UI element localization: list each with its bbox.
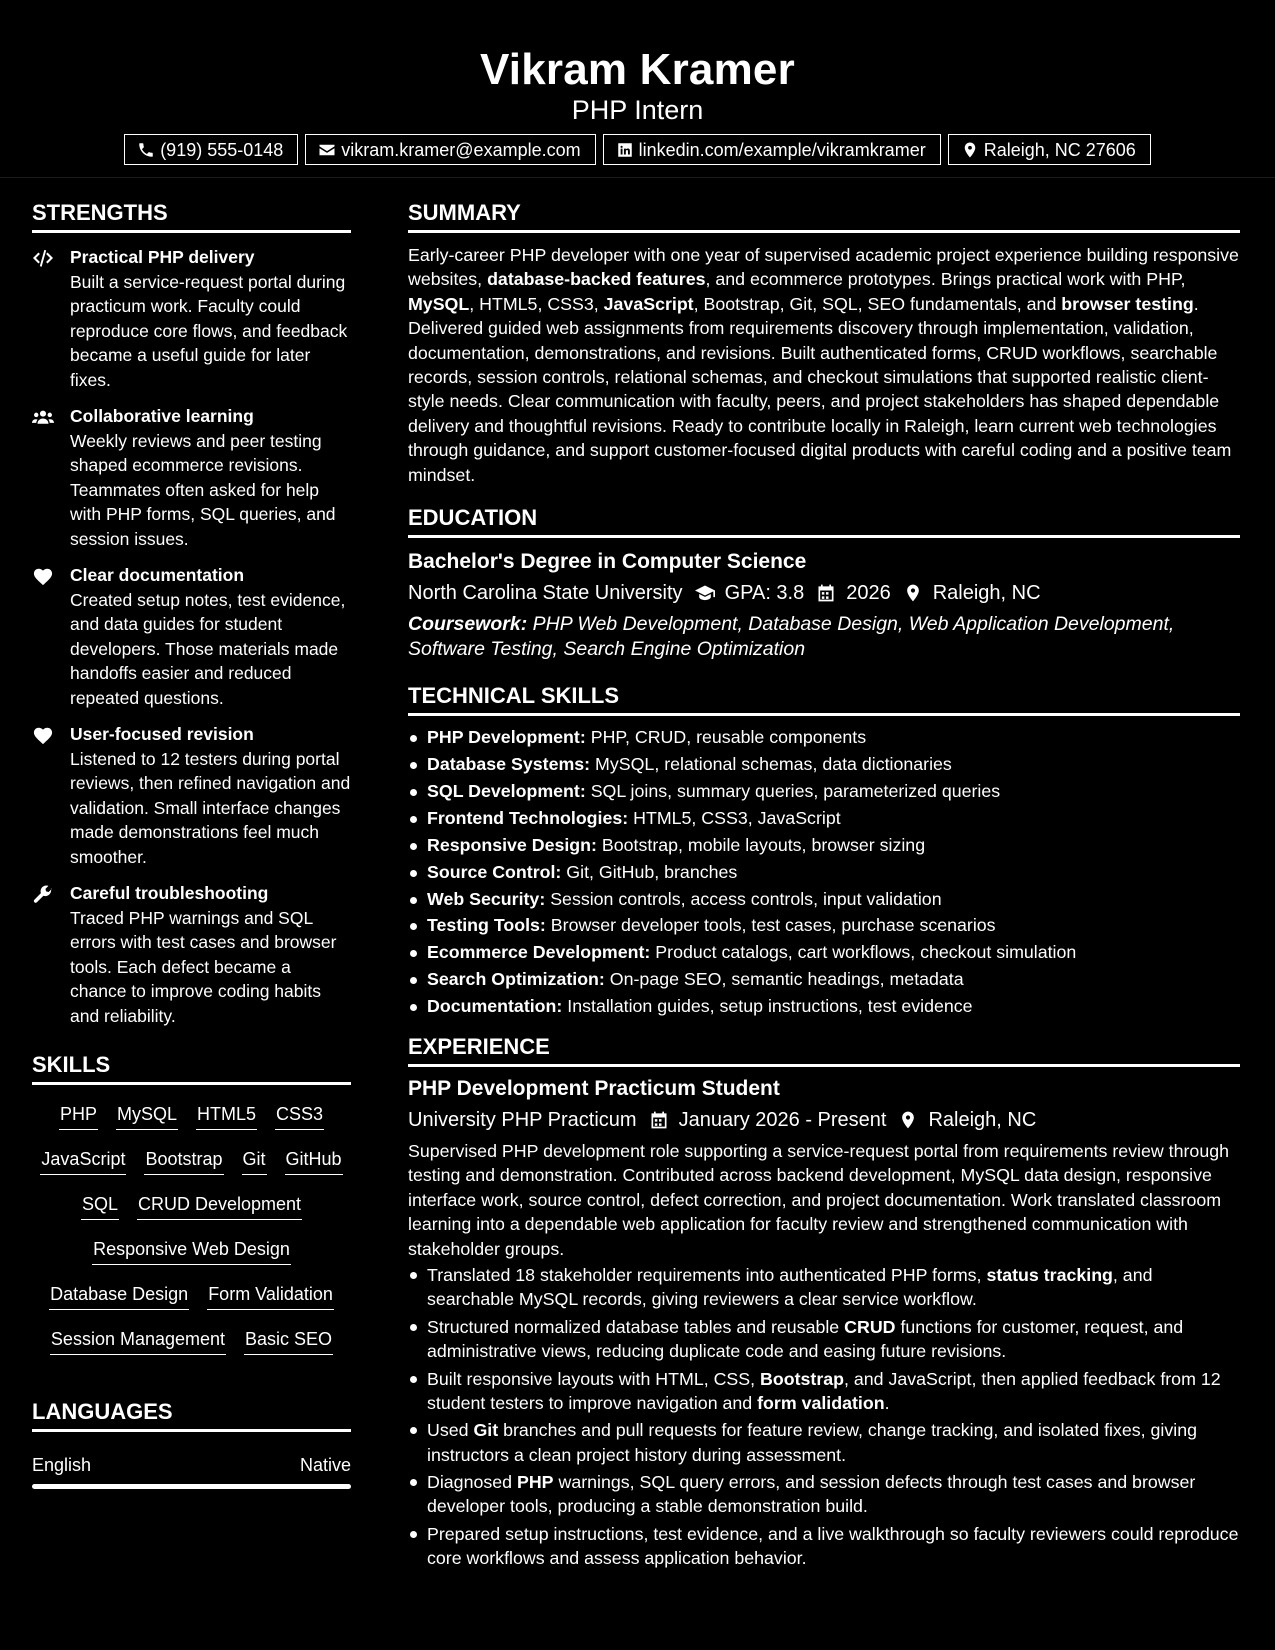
coursework (408, 612, 1240, 661)
language-name: English (32, 1455, 92, 1475)
candidate-name: Vikram Kramer (480, 45, 795, 94)
experience-bullets (408, 1263, 1240, 1570)
strength-text: Built a service-request portal during practicum work. Faculty could reproduce core flows, and feedback became a useful guide for later fixes. (70, 271, 348, 390)
skill-tag: Basic SEO (244, 1326, 333, 1355)
technical-skill-item (408, 912, 1240, 939)
text-segment: Early-career PHP developer with one year of supervised academic project experience building responsive websites, (408, 245, 1239, 290)
technical-skill-label: Testing Tools: (427, 915, 546, 936)
technical-skill-item (408, 966, 1240, 993)
skill-tag: Form Validation (207, 1281, 334, 1310)
job-description: Supervised PHP development role supporting a service-request portal from requirements review through testing and demonstration. Contributed across backend development, MySQL data design, responsive interface work, source control, defect correction, and project documentation. Work translated classroom learning into a dependable web application for faculty review and strengthened communication with stakeholder groups. (408, 1141, 1229, 1259)
strength-title: Collaborative learning (70, 406, 254, 426)
gpa: GPA: 3.8 (724, 582, 805, 605)
technical-skill-label: Source Control: (427, 861, 562, 882)
skill-tag: Responsive Web Design (92, 1236, 291, 1265)
technical-skill-value: Git, GitHub, branches (561, 861, 738, 882)
text-segment: , and searchable MySQL records, giving reviewers a clear service workflow. (427, 1265, 1153, 1310)
experience-bullet (408, 1263, 1240, 1311)
strength-item (32, 722, 351, 869)
strength-title: Clear documentation (70, 565, 245, 585)
languages-heading: LANGUAGES (32, 1397, 351, 1432)
emphasis-text: MySQL (408, 293, 470, 314)
technical-skill-label: Database Systems: (427, 753, 591, 774)
skill-tag: Session Management (50, 1326, 226, 1355)
technical-skill-label: Frontend Technologies: (427, 807, 629, 828)
skills-tag-cloud (32, 1097, 351, 1367)
summary-text (408, 243, 1240, 487)
strength-item (32, 881, 351, 1028)
skill-row (32, 1322, 351, 1367)
skill-row (32, 1187, 351, 1232)
text-segment: . Delivered guided web assignments from requirements discovery through implementation, validation, documentation, demonstrations, and revisions. Built authenticated forms, CRUD workflows, searchable records, session controls, relational schemas, and checkout simulations that supported realistic client-style needs. Clear communication with faculty, peers, and project stakeholders has shaped dependable delivery and thoughtful revisions. Ready to contribute locally in Raleigh, learn current web technologies through guidance, and support customer-focused digital products with careful coding and a positive team mindset. (408, 293, 1232, 485)
experience-bullet (408, 1315, 1240, 1363)
strengths-heading: STRENGTHS (32, 198, 351, 233)
text-segment: Built responsive layouts with HTML, CSS, (427, 1368, 761, 1389)
technical-skill-value: On-page SEO, semantic headings, metadata (604, 969, 964, 990)
code-icon (32, 248, 54, 268)
technical-skill-value: Session controls, access controls, input validation (545, 888, 942, 909)
emphasis-text: browser testing (1061, 293, 1194, 314)
skill-tag: Git (242, 1146, 267, 1175)
contact-bar (0, 134, 1275, 165)
technical-skill-label: Search Optimization: (427, 969, 605, 990)
job-location: Raleigh, NC (928, 1109, 1037, 1132)
technical-skill-label: Responsive Design: (427, 834, 597, 855)
text-segment: warnings, SQL query errors, and session defects through test cases and browser developer tools, producing a stable demonstration build. (427, 1472, 1196, 1517)
technical-skill-label: Ecommerce Development: (427, 942, 651, 963)
contact-linkedin-text: linkedin.com/example/vikramkramer (638, 139, 926, 160)
emphasis-text: database-backed features (487, 269, 706, 290)
emphasis-text: form validation (757, 1392, 885, 1413)
contact-location (948, 134, 1151, 165)
emphasis-text: JavaScript (603, 293, 694, 314)
map-pin-icon (903, 583, 923, 603)
text-segment: , HTML5, CSS3, (469, 293, 604, 314)
strength-item (32, 245, 351, 392)
skill-tag: SQL (81, 1191, 119, 1220)
users-icon (32, 407, 54, 427)
technical-skill-item (408, 886, 1240, 913)
coursework-list: PHP Web Development, Database Design, Web Application Development, Software Testing, Search Engine Optimization (408, 613, 1175, 660)
candidate-role: PHP Intern (571, 95, 704, 125)
text-segment: . (884, 1392, 890, 1413)
linkedin-icon (616, 141, 634, 159)
technical-skill-value: Bootstrap, mobile layouts, browser sizing (596, 834, 926, 855)
technical-skill-label: Documentation: (427, 996, 563, 1017)
strength-text: Listened to 12 testers during portal reviews, then refined navigation and validation. Small interface changes made demonstrations feel much smoother. (70, 748, 351, 867)
skill-tag: HTML5 (196, 1101, 257, 1130)
technical-skill-item (408, 751, 1240, 778)
calendar-icon (816, 583, 836, 603)
graduation-cap-icon (695, 583, 715, 603)
experience-bullet (408, 1470, 1240, 1518)
text-segment: Structured normalized database tables and reusable (427, 1316, 845, 1337)
emphasis-text: CRUD (844, 1316, 896, 1337)
text-segment: , Bootstrap, Git, SQL, SEO fundamentals, and (693, 293, 1062, 314)
technical-skill-value: MySQL, relational schemas, data dictionaries (590, 753, 952, 774)
technical-skill-value: HTML5, CSS3, JavaScript (628, 807, 841, 828)
skill-tag: MySQL (116, 1101, 178, 1130)
technical-skill-value: Product catalogs, cart workflows, checkout simulation (650, 942, 1077, 963)
text-segment: , and ecommerce prototypes. Brings practical work with PHP, (705, 269, 1186, 290)
map-pin-icon (961, 141, 979, 159)
technical-skill-value: Browser developer tools, test cases, purchase scenarios (545, 915, 996, 936)
technical-skill-value: PHP, CRUD, reusable components (585, 727, 867, 748)
language-proficiency-bar (32, 1484, 351, 1489)
technical-skill-value: SQL joins, summary queries, parameterized queries (585, 780, 1001, 801)
technical-skill-value: Installation guides, setup instructions, test evidence (562, 996, 973, 1017)
education-meta (408, 578, 1240, 608)
skill-row (32, 1097, 351, 1142)
technical-skill-label: PHP Development: (427, 727, 586, 748)
phone-icon (137, 141, 155, 159)
contact-phone-text: (919) 555-0148 (160, 139, 284, 160)
technical-skill-item (408, 993, 1240, 1020)
technical-skill-item (408, 805, 1240, 832)
experience-heading: EXPERIENCE (408, 1032, 1240, 1067)
skill-tag: JavaScript (40, 1146, 126, 1175)
emphasis-text: Bootstrap (760, 1368, 844, 1389)
technical-skill-item (408, 778, 1240, 805)
job-org: University PHP Practicum (408, 1109, 637, 1132)
technical-skills-heading: TECHNICAL SKILLS (408, 681, 1240, 716)
map-pin-icon (898, 1110, 918, 1130)
technical-skill-item (408, 939, 1240, 966)
experience-bullet (408, 1367, 1240, 1415)
language-row (32, 1452, 351, 1478)
education-heading: EDUCATION (408, 503, 1240, 538)
contact-location-text: Raleigh, NC 27606 (983, 139, 1136, 160)
education-location: Raleigh, NC (932, 582, 1041, 605)
contact-email-text: vikram.kramer@example.com (341, 139, 581, 160)
skill-tag: PHP (59, 1101, 98, 1130)
text-segment: , and JavaScript, then applied feedback from 12 student testers to improve navigation and (427, 1368, 1221, 1413)
heart-icon (32, 566, 54, 586)
text-segment: Diagnosed (427, 1472, 517, 1493)
job-meta (408, 1105, 1240, 1135)
strength-item (32, 563, 351, 710)
technical-skill-item (408, 832, 1240, 859)
skill-tag: Bootstrap (144, 1146, 223, 1175)
technical-skill-item (408, 859, 1240, 886)
strength-title: Practical PHP delivery (70, 247, 255, 267)
school-name: North Carolina State University (408, 582, 683, 605)
strength-text: Traced PHP warnings and SQL errors with test cases and browser tools. Each defect became a chance to improve coding habits and reliability. (70, 907, 337, 1026)
technical-skill-label: SQL Development: (427, 780, 586, 801)
skill-tag: CSS3 (275, 1101, 324, 1130)
text-segment: Used (427, 1420, 474, 1441)
skill-row (32, 1142, 351, 1187)
skill-tag: Database Design (49, 1281, 189, 1310)
emphasis-text: status tracking (986, 1265, 1113, 1286)
left-column (32, 198, 351, 1489)
contact-email[interactable] (305, 134, 595, 165)
text-segment: Translated 18 stakeholder requirements into authenticated PHP forms, (427, 1265, 987, 1286)
skill-row (32, 1277, 351, 1322)
graduation-year: 2026 (846, 582, 891, 605)
technical-skill-item (408, 724, 1240, 751)
technical-skills-list (408, 724, 1240, 1020)
strength-title: Careful troubleshooting (70, 883, 269, 903)
job-title: PHP Development Practicum Student (408, 1077, 780, 1101)
skills-heading: SKILLS (32, 1050, 351, 1085)
job-dates: January 2026 - Present (678, 1109, 887, 1132)
emphasis-text: PHP (516, 1472, 554, 1493)
coursework-label: Coursework: (408, 613, 528, 636)
strength-text: Created setup notes, test evidence, and data guides for student developers. Those materials made handoffs easier and reduced repeated questions. (70, 589, 346, 708)
summary-heading: SUMMARY (408, 198, 1240, 233)
strength-text: Weekly reviews and peer testing shaped ecommerce revisions. Teammates often asked for help with PHP forms, SQL queries, and session issues. (70, 430, 336, 549)
calendar-icon (649, 1110, 669, 1130)
skill-tag: CRUD Development (137, 1191, 302, 1220)
wrench-icon (32, 884, 54, 904)
envelope-icon (318, 141, 336, 159)
right-column (408, 198, 1240, 1574)
language-level: Native (299, 1455, 351, 1475)
resume-header (0, 0, 1275, 178)
emphasis-text: Git (473, 1420, 499, 1441)
text-segment: branches and pull requests for feature review, change tracking, and isolated fixes, giving instructors a clean project history during assessment. (427, 1420, 1197, 1465)
contact-phone[interactable] (124, 134, 298, 165)
experience-bullet (408, 1522, 1240, 1570)
technical-skill-label: Web Security: (427, 888, 546, 909)
text-segment: functions for customer, request, and administrative views, reducing duplicate code and easing future revisions. (427, 1316, 1184, 1362)
contact-linkedin[interactable] (603, 134, 941, 165)
degree-title: Bachelor's Degree in Computer Science (408, 550, 807, 574)
strength-item (32, 404, 351, 551)
experience-bullet (408, 1418, 1240, 1466)
skill-tag: GitHub (285, 1146, 343, 1175)
skill-row (32, 1232, 351, 1277)
strength-title: User-focused revision (70, 724, 254, 744)
text-segment: Prepared setup instructions, test evidence, and a live walkthrough so faculty reviewers could reproduce core workflows and assess application behavior. (427, 1524, 1239, 1569)
heart-icon (32, 725, 54, 745)
